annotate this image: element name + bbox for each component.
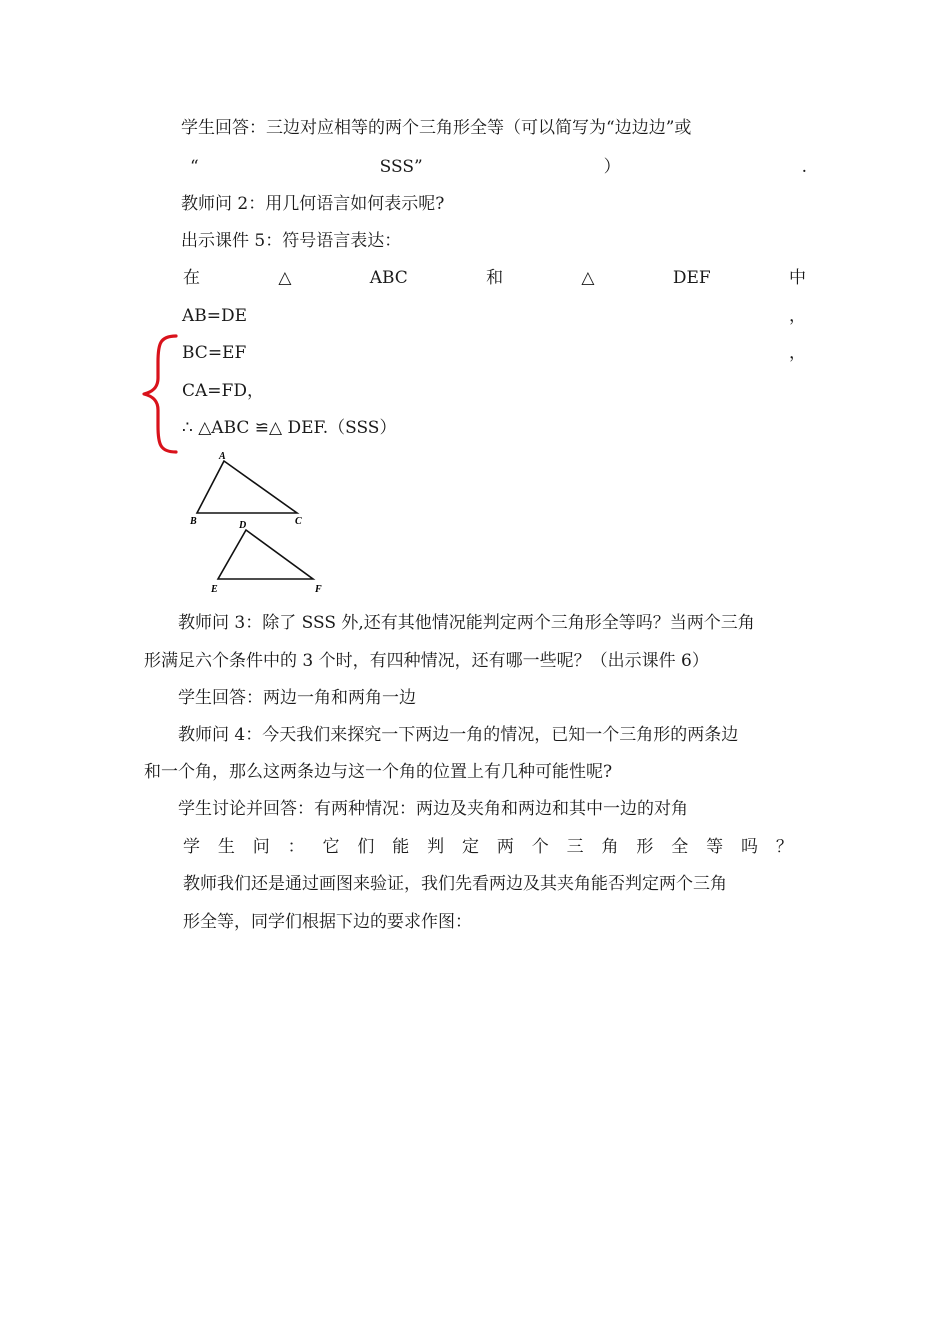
- period: .: [801, 157, 807, 177]
- sq-char: 判: [427, 837, 445, 857]
- sq-char: 三: [566, 837, 584, 857]
- proof-word-zhong: 中: [788, 268, 806, 288]
- sq-char: 形: [636, 837, 654, 857]
- label-e: E: [211, 584, 218, 595]
- proof-ab-de: AB=DE: [182, 306, 248, 326]
- teacher-question-2: 教师问 2：用几何语言如何表示呢?: [181, 194, 445, 214]
- teacher-question-4-line1: 教师问 4：今天我们来探究一下两边一角的情况，已知一个三角形的两条边: [178, 725, 739, 745]
- teacher-response-line2: 形全等，同学们根据下边的要求作图：: [183, 912, 472, 932]
- sq-char: 两: [496, 837, 514, 857]
- proof-ab-comma: ，: [789, 306, 806, 326]
- sq-char: 问: [252, 837, 270, 857]
- close-paren: ）: [603, 157, 621, 177]
- proof-word-zai: 在: [183, 268, 200, 288]
- sq-char: 它: [322, 837, 340, 857]
- label-a: A: [219, 451, 226, 462]
- teacher-question-3-line2: 形满足六个条件中的 3 个时，有四种情况，还有哪一些呢？（出示课件 6）: [144, 651, 709, 671]
- label-f: F: [315, 584, 322, 595]
- answer-sss-line2: [190, 156, 807, 178]
- proof-bc-ef: BC=EF: [182, 343, 247, 363]
- proof-intro-line: [183, 267, 806, 289]
- sq-char: 个: [531, 837, 549, 857]
- student-discussion: 学生讨论并回答：有两种情况：两边及夹角和两边和其中一边的对角: [178, 799, 688, 819]
- sq-char: ：: [287, 837, 305, 857]
- open-quote: “: [190, 157, 199, 177]
- label-c: C: [295, 516, 302, 527]
- proof-conclusion: ∴ △ABC ≌△ DEF.（SSS）: [182, 418, 397, 438]
- proof-bc-comma: ，: [789, 343, 806, 363]
- sq-char: ？: [775, 837, 793, 857]
- triangle-def-shape: [218, 530, 313, 579]
- sq-char: 角: [601, 837, 619, 857]
- teacher-question-4-line2: 和一个角，那么这两条边与这一个角的位置上有几种可能性呢?: [144, 762, 613, 782]
- student-answer-3: 学生回答：两边一角和两角一边: [178, 688, 416, 708]
- teacher-question-3-line1: 教师问 3：除了 SSS 外,还有其他情况能判定两个三角形全等吗？当两个三角: [178, 613, 755, 633]
- student-question: [183, 836, 793, 858]
- sq-char: 学: [183, 837, 200, 857]
- left-brace-icon: [140, 334, 180, 454]
- triangle-abc: ABC: [369, 268, 408, 288]
- label-d: D: [239, 520, 247, 531]
- sq-char: 全: [671, 837, 689, 857]
- courseware-5: 出示课件 5：符号语言表达：: [181, 231, 402, 251]
- triangle-def: DEF: [672, 268, 711, 288]
- label-b: B: [190, 516, 197, 527]
- triangle-symbol: △: [278, 268, 292, 288]
- sss-text: SSS”: [379, 157, 423, 177]
- proof-ca-fd: CA=FD，: [182, 381, 264, 401]
- triangle-symbol: △: [581, 268, 595, 288]
- sq-char: 定: [462, 837, 479, 857]
- proof-word-he: 和: [486, 268, 504, 288]
- answer-sss-line1: 学生回答：三边对应相等的两个三角形全等（可以简写为“边边边”或: [181, 118, 692, 138]
- sq-char: 等: [706, 837, 724, 857]
- sq-char: 吗: [741, 837, 758, 857]
- teacher-response-line1: 教师我们还是通过画图来验证，我们先看两边及其夹角能否判定两个三角: [183, 874, 727, 894]
- sq-char: 们: [357, 837, 375, 857]
- triangles-figure: [185, 448, 345, 598]
- sq-char: 生: [217, 837, 235, 857]
- sq-char: 能: [392, 837, 410, 857]
- triangle-abc-shape: [197, 461, 297, 513]
